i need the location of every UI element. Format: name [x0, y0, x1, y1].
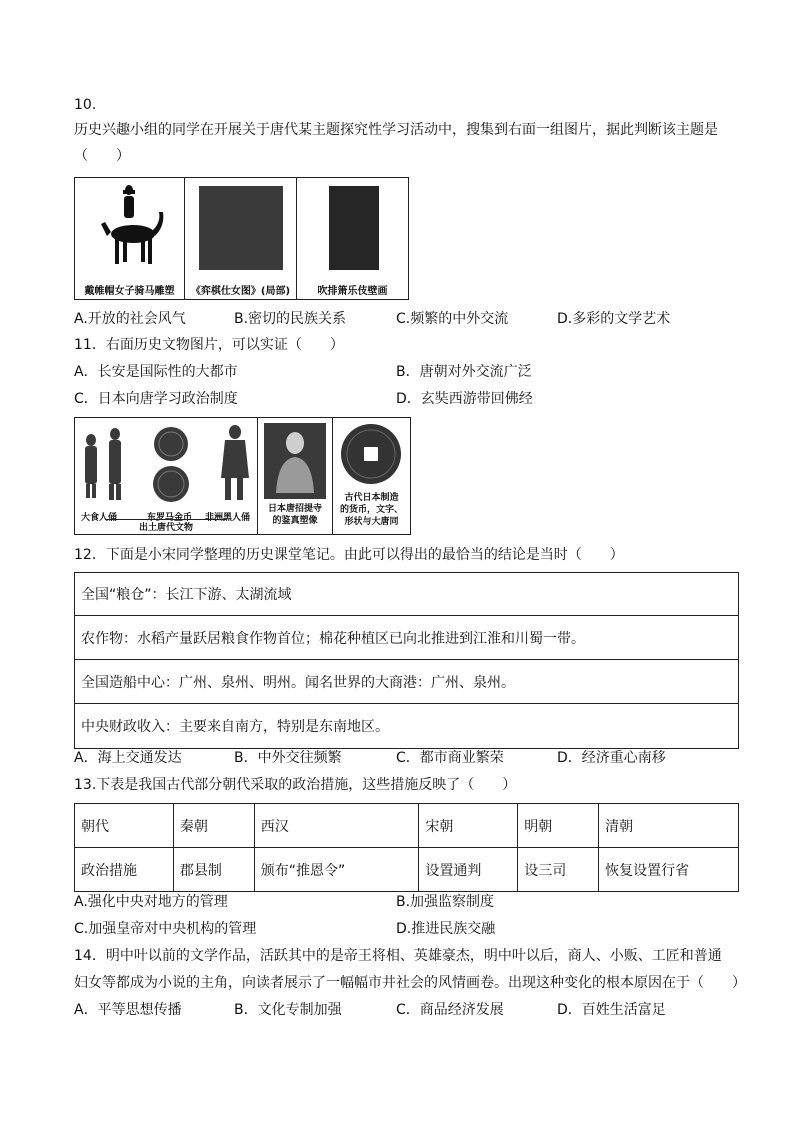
q14-stem-line-2: 妇女等都成为小说的主角，向读者展示了一幅幅市井社会的风情画卷。出现这种变化的根本原因在于（ ）	[74, 975, 746, 991]
q14-option-a: A．平等思想传播	[74, 1002, 182, 1018]
q14-option-d: D．百姓生活富足	[557, 1002, 666, 1018]
q10-caption-2: 《弈棋仕女图》(局部)	[190, 286, 291, 297]
q11-caption-artifacts: 出土唐代文物	[105, 519, 227, 533]
q10-image-strip	[74, 177, 409, 300]
statue-icon	[264, 423, 326, 499]
q12-option-d: D．经济重心南移	[557, 750, 666, 766]
q13-header-cell: 宋朝	[419, 804, 518, 848]
go-painting-photo	[199, 186, 283, 270]
q13-row-cell: 设置通判	[419, 848, 518, 892]
q10-caption-3: 吹排箫乐伎壁画	[317, 286, 388, 297]
jianzhen-statue-photo	[264, 423, 326, 499]
q12-option-b: B．中外交往频繁	[234, 750, 342, 766]
q12-note-row: 全国造船中心：广州、泉州、明州。闻名世界的大商港：广州、泉州。	[75, 660, 739, 704]
q13-option-c: C.加强皇帝对中央机构的管理	[74, 921, 257, 937]
q11-option-b: B．唐朝对外交流广泛	[396, 364, 532, 380]
q11-label-dashi: 大食人俑	[81, 513, 118, 523]
q13-header-cell: 西汉	[254, 804, 419, 848]
q11-stem: 11．右面历史文物图片，可以实证（ ）	[74, 337, 344, 353]
coin-icon	[333, 420, 410, 490]
q12-option-a: A．海上交通发达	[74, 750, 182, 766]
q10-number: 10.	[74, 97, 97, 113]
q13-header-cell: 清朝	[599, 804, 739, 848]
q14-stem-line-1: 14．明中叶以前的文学作品，活跃其中的是帝王将相、英雄豪杰，明中叶以后，商人、小贩、工匠和普通	[74, 948, 722, 964]
q10-image-horse-rider	[75, 178, 185, 299]
q11-label-coin: 东罗马金币	[147, 513, 193, 523]
q13-row-cell: 设三司	[518, 848, 599, 892]
q11-option-d: D．玄奘西游带回佛经	[396, 391, 533, 407]
q11-option-a: A．长安是国际性的大都市	[74, 364, 238, 380]
q12-option-c: C．都市商业繁荣	[396, 750, 504, 766]
q11-label-african: 非洲黑人俑	[205, 513, 251, 523]
q11-caption-jianzhen-2: 的鉴真塑像	[272, 516, 318, 526]
q11-caption-coin-2: 的货币，文字、	[339, 505, 403, 515]
q13-row-cell: 郡县制	[173, 848, 254, 892]
q13-header-cell: 朝代	[75, 804, 174, 848]
q12-note-row: 中央财政收入：主要来自南方，特别是东南地区。	[75, 704, 739, 749]
q11-image-artifacts	[75, 418, 258, 534]
q12-note-row: 全国“粮仓”：长江下游、太湖流域	[75, 573, 739, 616]
q10-option-b: B.密切的民族关系	[234, 311, 347, 327]
q10-option-a: A.开放的社会风气	[74, 311, 186, 327]
q13-header-cell: 秦朝	[173, 804, 254, 848]
q11-image-strip	[74, 417, 411, 535]
q13-option-a: A.强化中央对地方的管理	[74, 894, 228, 910]
horse-rider-icon	[75, 182, 185, 282]
q10-caption-1: 戴帷帽女子骑马雕塑	[84, 286, 175, 297]
q11-image-jianzhen	[258, 418, 333, 534]
q11-caption-coin-1: 古代日本制造	[344, 493, 399, 503]
q10-stem: 历史兴趣小组的同学在开展关于唐代某主题探究性学习活动中，搜集到右面一组图片，据此判断该主题是	[74, 122, 718, 138]
q13-option-b: B.加强监察制度	[396, 894, 495, 910]
q11-option-c: C．日本向唐学习政治制度	[74, 391, 238, 407]
q13-stem: 13.下表是我国古代部分朝代采取的政治措施，这些措施反映了（ ）	[74, 777, 517, 793]
q13-row-cell: 恢复设置行省	[599, 848, 739, 892]
q10-option-c: C.频繁的中外交流	[396, 311, 509, 327]
q13-option-d: D.推进民族交融	[396, 921, 496, 937]
q10-paren: （ ）	[74, 148, 130, 164]
q10-image-mural	[297, 178, 408, 299]
q13-row-cell: 政治措施	[75, 848, 174, 892]
q12-notes-table	[74, 572, 739, 749]
q12-stem: 12．下面是小宋同学整理的历史课堂笔记。由此可以得出的最恰当的结论是当时（ ）	[74, 547, 624, 563]
q11-image-japan-coin	[333, 418, 410, 534]
q10-image-go-painting	[185, 178, 297, 299]
mural-photo	[329, 186, 379, 270]
q12-note-row: 农作物：水稻产量跃居粮食作物首位；棉花种植区已向北推进到江淮和川蜀一带。	[75, 616, 739, 660]
q14-option-b: B．文化专制加强	[234, 1002, 342, 1018]
q13-row-cell: 颁布“推恩令”	[254, 848, 419, 892]
q10-option-d: D.多彩的文学艺术	[557, 311, 671, 327]
q11-caption-coin-3: 形状与大唐同	[344, 517, 399, 527]
artifacts-icon	[75, 420, 258, 512]
q13-measures-table	[74, 803, 739, 892]
q13-header-cell: 明朝	[518, 804, 599, 848]
q14-option-c: C．商品经济发展	[396, 1002, 504, 1018]
q11-caption-jianzhen-1: 日本唐招提寺	[267, 504, 322, 514]
